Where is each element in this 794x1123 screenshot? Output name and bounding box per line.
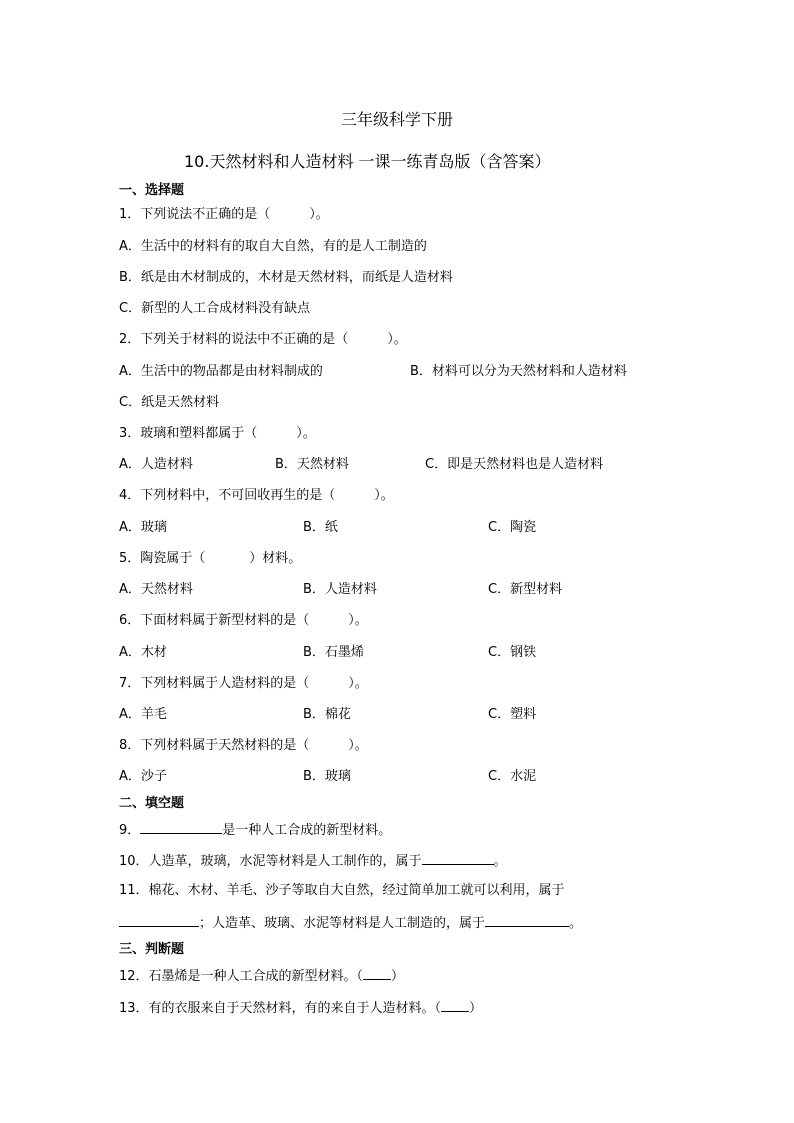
q2-option-c: C．纸是天然材料 — [119, 395, 220, 410]
q3-stem: 3．玻璃和塑料都属于（ ）。 — [119, 426, 316, 441]
q11-blank-2[interactable] — [485, 913, 569, 927]
section-fill: 二、填空题 — [119, 796, 185, 811]
q6-stem: 6．下面材料属于新型材料的是（ ）。 — [119, 613, 368, 628]
q8-option-a: A．沙子 — [119, 769, 167, 784]
q1-option-a: A．生活中的材料有的取自大自然，有的是人工制造的 — [119, 239, 427, 254]
q11-line2 — [119, 913, 582, 933]
section-choice: 一、选择题 — [119, 183, 185, 198]
q5-option-c: C．新型材料 — [488, 582, 563, 597]
section-judge: 三、判断题 — [119, 942, 185, 957]
q5-stem-pre: 5．陶瓷属于（ — [119, 551, 206, 566]
q7-stem: 7．下列材料属于人造材料的是（ ）。 — [119, 676, 368, 691]
q3-option-c: C．即是天然材料也是人造材料 — [425, 457, 604, 472]
q11-mid: ；人造革、玻璃、水泥等材料是人工制造的，属于 — [199, 916, 486, 931]
q5-option-a: A．天然材料 — [119, 582, 193, 597]
q4-option-c: C．陶瓷 — [488, 520, 537, 535]
q10-text: 10．人造革，玻璃，水泥等材料是人工制作的，属于 — [119, 854, 422, 869]
q8-option-b: B．玻璃 — [303, 769, 351, 784]
q13-blank[interactable] — [441, 998, 469, 1012]
q3-option-a: A．人造材料 — [119, 457, 193, 472]
q5-stem-post: ）材料。 — [249, 551, 302, 566]
q7-option-a: A．羊毛 — [119, 707, 167, 722]
q1-option-b: B．纸是由木材制成的，木材是天然材料，而纸是人造材料 — [119, 270, 453, 285]
q9-blank[interactable] — [140, 820, 222, 834]
q5-option-b: B．人造材料 — [303, 582, 377, 597]
q11-line1: 11．棉花、木材、羊毛、沙子等取自大自然，经过简单加工就可以利用，属于 — [119, 883, 565, 898]
q12 — [119, 966, 404, 986]
q9-number: 9． — [119, 823, 141, 838]
q12-end: ） — [391, 969, 405, 984]
q10-end: 。 — [493, 854, 507, 869]
page-subtitle: 10.天然材料和人造材料 一课一练青岛版（含答案） — [184, 152, 551, 171]
q2-option-a: A．生活中的物品都是由材料制成的 — [119, 364, 323, 379]
q1-stem: 1．下列说法不正确的是（ ）。 — [119, 207, 329, 222]
q12-text: 12．石墨烯是一种人工合成的新型材料。（ — [119, 969, 364, 984]
q6-option-c: C．钢铁 — [488, 645, 537, 660]
q6-option-a: A．木材 — [119, 645, 167, 660]
q4-option-b: B．纸 — [303, 520, 338, 535]
q11-blank-1[interactable] — [119, 913, 199, 927]
q5-stem — [119, 550, 301, 568]
q8-option-c: C．水泥 — [488, 769, 537, 784]
q6-option-b: B．石墨烯 — [303, 645, 364, 660]
q7-option-b: B．棉花 — [303, 707, 351, 722]
q4-stem: 4．下列材料中，不可回收再生的是（ ）。 — [119, 488, 394, 503]
q2-option-b: B．材料可以分为天然材料和人造材料 — [410, 364, 627, 379]
q12-blank[interactable] — [363, 966, 391, 980]
q3-option-b: B．天然材料 — [275, 457, 349, 472]
q2-stem: 2．下列关于材料的说法中不正确的是（ ）。 — [119, 332, 407, 347]
q10 — [119, 851, 507, 871]
q8-stem: 8．下列材料属于天然材料的是（ ）。 — [119, 738, 368, 753]
q1-option-c: C．新型的人工合成材料没有缺点 — [119, 301, 311, 316]
q7-option-c: C．塑料 — [488, 707, 537, 722]
q13-text: 13．有的衣服来自于天然材料，有的来自于人造材料。（ — [119, 1001, 442, 1016]
q4-option-a: A．玻璃 — [119, 520, 167, 535]
q13-end: ） — [469, 1001, 483, 1016]
q11-end: 。 — [569, 916, 583, 931]
q10-blank[interactable] — [422, 851, 494, 865]
q9 — [119, 820, 391, 840]
q9-text: 是一种人工合成的新型材料。 — [222, 823, 392, 838]
q13 — [119, 998, 482, 1018]
page-title: 三年级科学下册 — [340, 110, 453, 129]
